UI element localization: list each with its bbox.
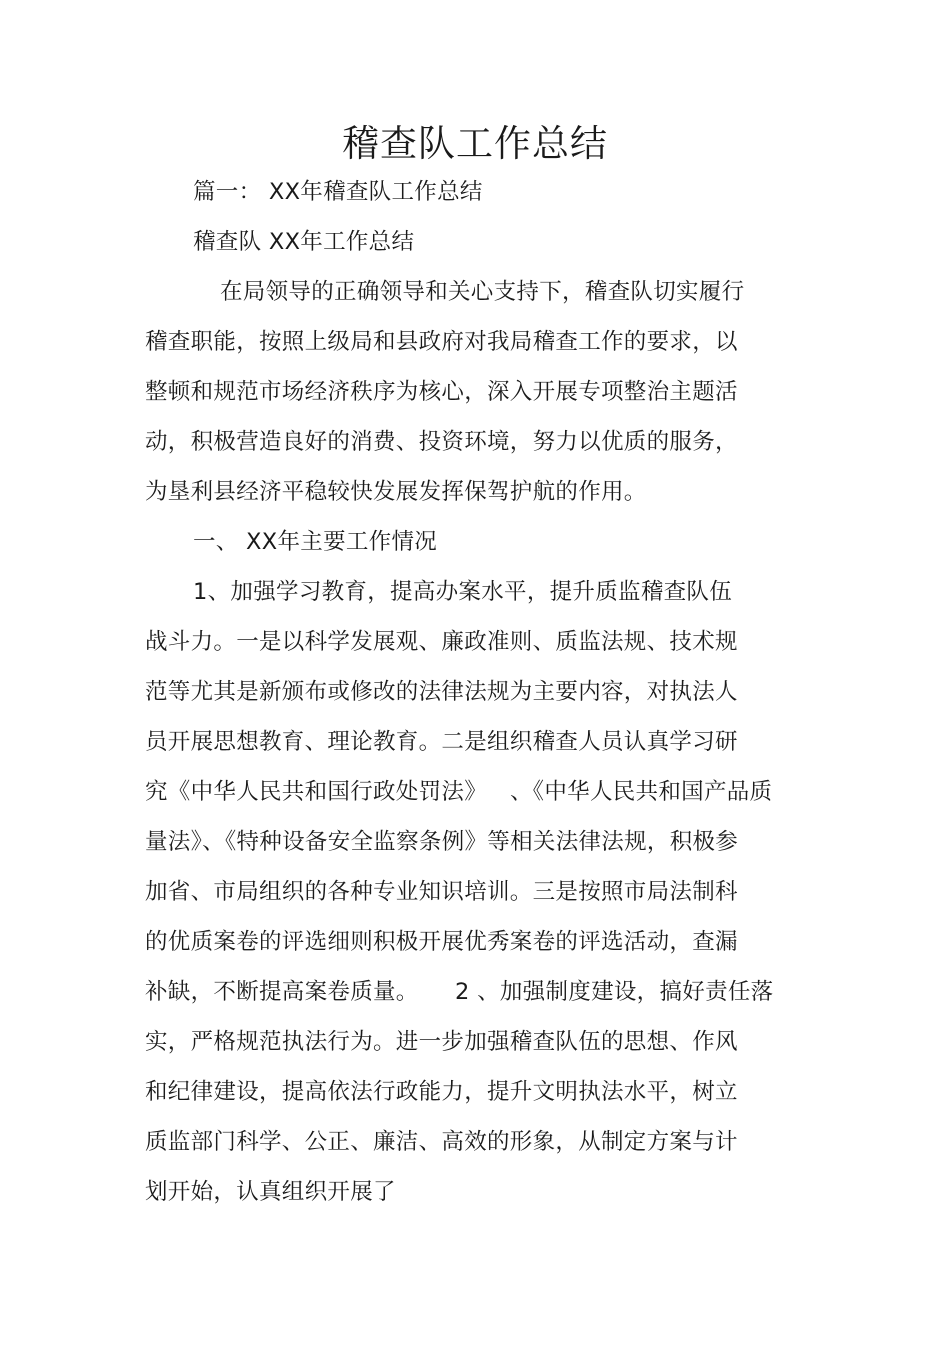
paragraph-line: 究《中华人民共和国行政处罚法》 <box>145 779 488 805</box>
section-heading: 一、 XX年主要工作情况 <box>193 529 438 555</box>
paragraph-line: 量法》、《特种设备安全监察条例》等相关法律法规，积极参 <box>145 829 739 855</box>
paragraph-line: 为垦利县经济平稳较快发展发挥保驾护航的作用。 <box>145 479 647 505</box>
paragraph-line: 1、加强学习教育，提高办案水平，提升质监稽查队伍 <box>193 579 733 605</box>
paragraph-line: 实，严格规范执法行为。进一步加强稽查队伍的思想、作风 <box>145 1029 738 1055</box>
paragraph-line: 加省、市局组织的各种专业知识培训。三是按照市局法制科 <box>145 879 738 905</box>
paragraph-line: 和纪律建设，提高依法行政能力，提升文明执法水平，树立 <box>145 1079 738 1105</box>
document-title: 稽查队工作总结 <box>342 122 608 165</box>
paragraph-line: 范等尤其是新颁布或修改的法律法规为主要内容，对执法人 <box>145 679 738 705</box>
paragraph-line: 质监部门科学、公正、廉洁、高效的形象，从制定方案与计 <box>145 1129 738 1155</box>
paragraph-line: 的优质案卷的评选细则积极开展优秀案卷的评选活动，查漏 <box>145 929 738 955</box>
paragraph-line: 在局领导的正确领导和关心支持下，稽查队切实履行 <box>220 279 745 305</box>
paragraph-line: 战斗力。一是以科学发展观、廉政准则、质监法规、技术规 <box>145 629 738 655</box>
paragraph-line: 整顿和规范市场经济秩序为核心，深入开展专项整治主题活 <box>145 379 738 405</box>
paragraph-line: 动，积极营造良好的消费、投资环境，努力以优质的服务， <box>145 429 738 455</box>
paragraph-line: 划开始，认真组织开展了 <box>145 1179 396 1205</box>
subtitle-line: 稽查队 XX年工作总结 <box>193 229 415 255</box>
paragraph-line: 员开展思想教育、理论教育。二是组织稽查人员认真学习研 <box>145 729 738 755</box>
paragraph-line: 稽查职能，按照上级局和县政府对我局稽查工作的要求，以 <box>145 329 738 355</box>
section-heading: 篇一： XX年稽查队工作总结 <box>193 179 483 205</box>
paragraph-line: 、《中华人民共和国产品质 <box>510 779 773 805</box>
paragraph-line: 2 、加强制度建设，搞好责任落 <box>455 979 774 1005</box>
paragraph-line: 补缺，不断提高案卷质量。 <box>145 979 419 1005</box>
